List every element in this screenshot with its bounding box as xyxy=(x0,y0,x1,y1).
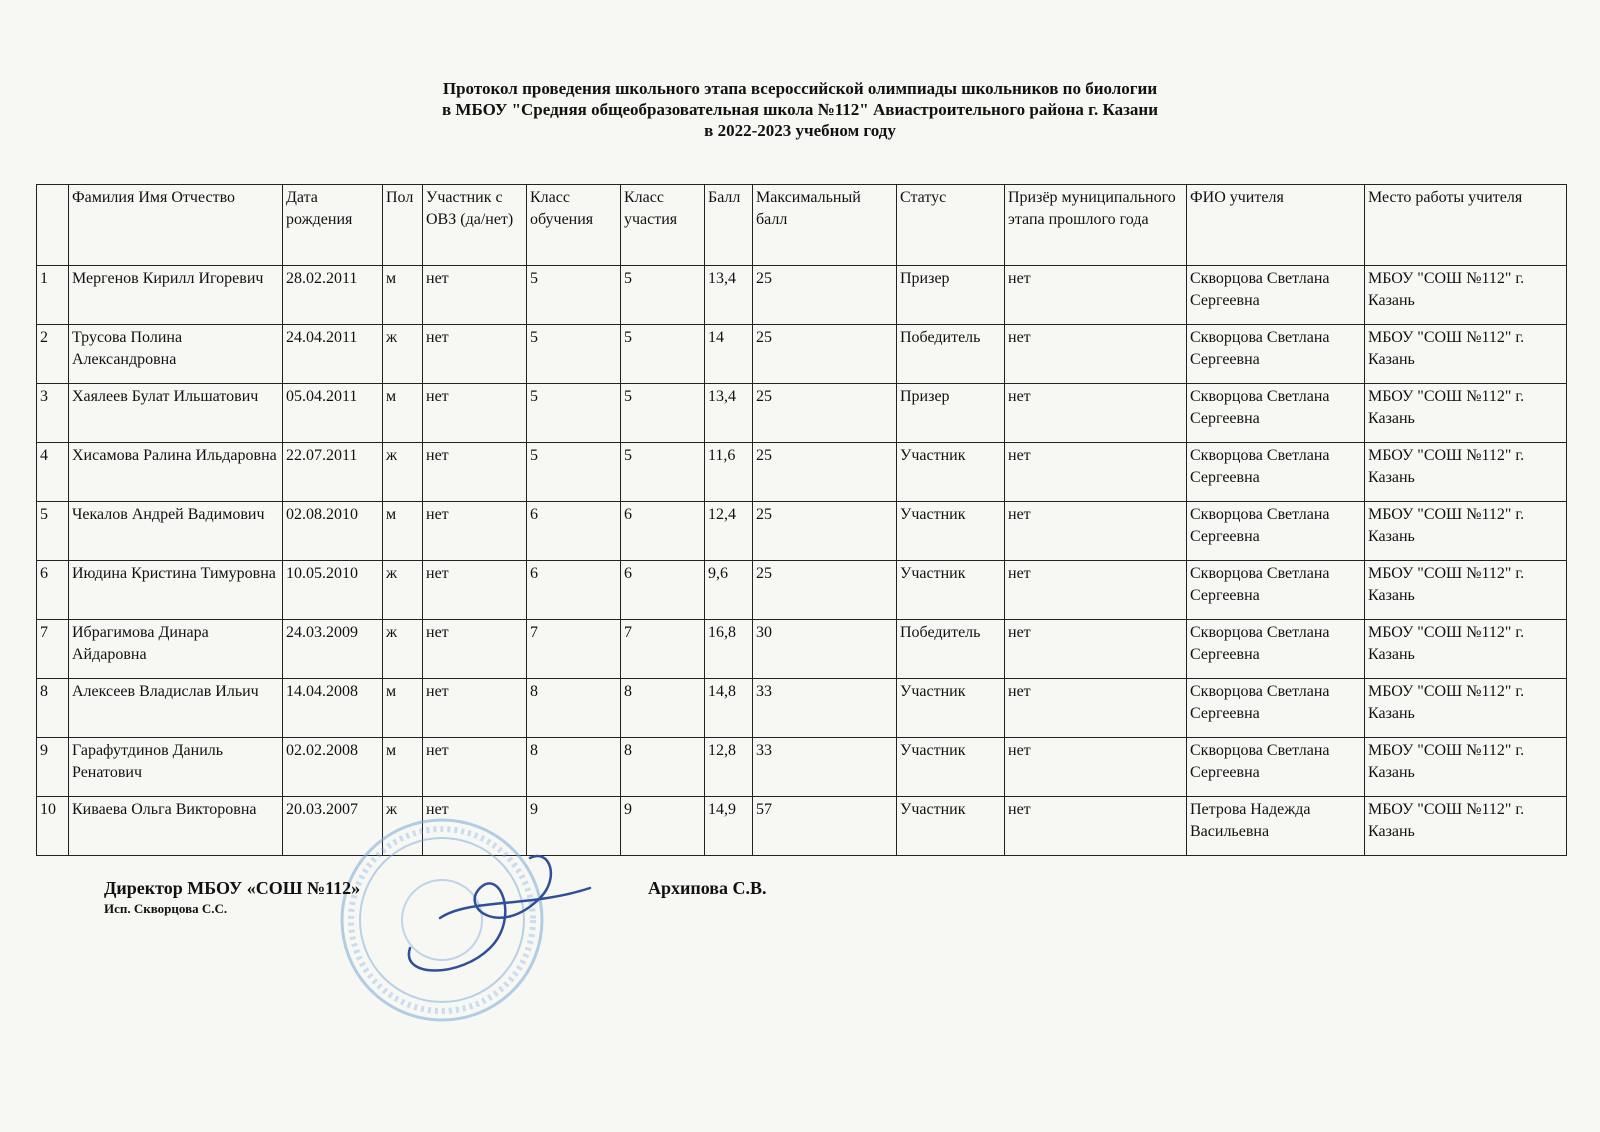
cell-teacher: Скворцова Светлана Сергеевна xyxy=(1187,325,1365,384)
cell-birth-date: 02.08.2010 xyxy=(283,502,383,561)
results-table xyxy=(36,184,1567,856)
cell-teacher: Скворцова Светлана Сергеевна xyxy=(1187,679,1365,738)
cell-teacher-workplace: МБОУ "СОШ №112" г. Казань xyxy=(1365,738,1567,797)
cell-score: 14,8 xyxy=(705,679,753,738)
cell-ovz: нет xyxy=(423,502,527,561)
cell-row-index: 1 xyxy=(37,266,69,325)
cell-participation-grade: 5 xyxy=(621,266,705,325)
cell-status: Участник xyxy=(897,502,1005,561)
cell-score: 9,6 xyxy=(705,561,753,620)
cell-ovz: нет xyxy=(423,443,527,502)
header-teacher-workplace: Место работы учителя xyxy=(1365,185,1567,266)
cell-ovz: нет xyxy=(423,797,527,856)
cell-participation-grade: 6 xyxy=(621,502,705,561)
cell-gender: м xyxy=(383,679,423,738)
cell-score: 12,4 xyxy=(705,502,753,561)
cell-gender: м xyxy=(383,502,423,561)
cell-participation-grade: 8 xyxy=(621,679,705,738)
cell-prev-prize: нет xyxy=(1005,266,1187,325)
table-row xyxy=(37,679,1567,738)
cell-gender: м xyxy=(383,738,423,797)
header-birth-date: Дата рождения xyxy=(283,185,383,266)
cell-ovz: нет xyxy=(423,561,527,620)
cell-participation-grade: 9 xyxy=(621,797,705,856)
cell-full-name: Гарафутдинов Даниль Ренатович xyxy=(69,738,283,797)
cell-teacher: Скворцова Светлана Сергеевна xyxy=(1187,384,1365,443)
cell-gender: ж xyxy=(383,620,423,679)
cell-study-grade: 5 xyxy=(527,266,621,325)
cell-row-index: 7 xyxy=(37,620,69,679)
cell-prev-prize: нет xyxy=(1005,679,1187,738)
cell-gender: ж xyxy=(383,561,423,620)
cell-gender: ж xyxy=(383,797,423,856)
cell-row-index: 2 xyxy=(37,325,69,384)
cell-teacher: Скворцова Светлана Сергеевна xyxy=(1187,620,1365,679)
cell-full-name: Июдина Кристина Тимуровна xyxy=(69,561,283,620)
cell-ovz: нет xyxy=(423,620,527,679)
cell-full-name: Трусова Полина Александровна xyxy=(69,325,283,384)
cell-teacher-workplace: МБОУ "СОШ №112" г. Казань xyxy=(1365,797,1567,856)
header-max-score: Максимальный балл xyxy=(753,185,897,266)
director-signature xyxy=(380,828,620,988)
cell-teacher-workplace: МБОУ "СОШ №112" г. Казань xyxy=(1365,443,1567,502)
cell-full-name: Чекалов Андрей Вадимович xyxy=(69,502,283,561)
cell-participation-grade: 5 xyxy=(621,443,705,502)
cell-prev-prize: нет xyxy=(1005,443,1187,502)
table-row xyxy=(37,738,1567,797)
header-teacher: ФИО учителя xyxy=(1187,185,1365,266)
cell-score: 12,8 xyxy=(705,738,753,797)
cell-participation-grade: 6 xyxy=(621,561,705,620)
cell-status: Участник xyxy=(897,443,1005,502)
cell-row-index: 9 xyxy=(37,738,69,797)
footer-left xyxy=(104,878,360,917)
cell-study-grade: 8 xyxy=(527,738,621,797)
cell-teacher: Скворцова Светлана Сергеевна xyxy=(1187,738,1365,797)
cell-study-grade: 6 xyxy=(527,561,621,620)
table-row xyxy=(37,266,1567,325)
cell-status: Призер xyxy=(897,384,1005,443)
title-line-3: в 2022-2023 учебном году xyxy=(704,121,896,140)
cell-prev-prize: нет xyxy=(1005,502,1187,561)
cell-row-index: 5 xyxy=(37,502,69,561)
cell-full-name: Мергенов Кирилл Игоревич xyxy=(69,266,283,325)
cell-max-score: 25 xyxy=(753,561,897,620)
cell-score: 14,9 xyxy=(705,797,753,856)
cell-participation-grade: 5 xyxy=(621,384,705,443)
cell-full-name: Киваева Ольга Викторовна xyxy=(69,797,283,856)
cell-row-index: 3 xyxy=(37,384,69,443)
cell-status: Участник xyxy=(897,561,1005,620)
table-row xyxy=(37,561,1567,620)
table-row xyxy=(37,325,1567,384)
cell-status: Призер xyxy=(897,266,1005,325)
cell-birth-date: 10.05.2010 xyxy=(283,561,383,620)
cell-birth-date: 02.02.2008 xyxy=(283,738,383,797)
table-row xyxy=(37,502,1567,561)
header-ovz: Участник с ОВЗ (да/нет) xyxy=(423,185,527,266)
cell-prev-prize: нет xyxy=(1005,561,1187,620)
cell-score: 16,8 xyxy=(705,620,753,679)
cell-study-grade: 8 xyxy=(527,679,621,738)
cell-row-index: 10 xyxy=(37,797,69,856)
title-line-2: в МБОУ "Средняя общеобразовательная школа №112" Авиастроительного района г. Казани xyxy=(441,100,1158,119)
table-row xyxy=(37,797,1567,856)
director-name: Архипова С.В. xyxy=(648,878,767,898)
header-score: Балл xyxy=(705,185,753,266)
cell-teacher-workplace: МБОУ "СОШ №112" г. Казань xyxy=(1365,561,1567,620)
cell-teacher-workplace: МБОУ "СОШ №112" г. Казань xyxy=(1365,679,1567,738)
cell-ovz: нет xyxy=(423,738,527,797)
cell-teacher: Скворцова Светлана Сергеевна xyxy=(1187,443,1365,502)
header-study-grade: Класс обучения xyxy=(527,185,621,266)
cell-gender: ж xyxy=(383,325,423,384)
cell-teacher-workplace: МБОУ "СОШ №112" г. Казань xyxy=(1365,325,1567,384)
cell-prev-prize: нет xyxy=(1005,738,1187,797)
cell-participation-grade: 8 xyxy=(621,738,705,797)
cell-study-grade: 7 xyxy=(527,620,621,679)
cell-ovz: нет xyxy=(423,679,527,738)
cell-status: Победитель xyxy=(897,620,1005,679)
cell-participation-grade: 5 xyxy=(621,325,705,384)
director-label: Директор МБОУ «СОШ №112» xyxy=(104,878,361,898)
cell-teacher: Скворцова Светлана Сергеевна xyxy=(1187,502,1365,561)
cell-row-index: 8 xyxy=(37,679,69,738)
cell-score: 13,4 xyxy=(705,266,753,325)
cell-birth-date: 22.07.2011 xyxy=(283,443,383,502)
cell-max-score: 33 xyxy=(753,738,897,797)
cell-gender: м xyxy=(383,266,423,325)
cell-max-score: 25 xyxy=(753,384,897,443)
table-row xyxy=(37,620,1567,679)
cell-birth-date: 05.04.2011 xyxy=(283,384,383,443)
cell-prev-prize: нет xyxy=(1005,620,1187,679)
cell-birth-date: 24.04.2011 xyxy=(283,325,383,384)
cell-full-name: Ибрагимова Динара Айдаровна xyxy=(69,620,283,679)
cell-full-name: Хисамова Ралина Ильдаровна xyxy=(69,443,283,502)
cell-gender: ж xyxy=(383,443,423,502)
header-status: Статус xyxy=(897,185,1005,266)
cell-full-name: Хаялеев Булат Ильшатович xyxy=(69,384,283,443)
cell-teacher-workplace: МБОУ "СОШ №112" г. Казань xyxy=(1365,502,1567,561)
header-index xyxy=(37,185,69,266)
cell-prev-prize: нет xyxy=(1005,325,1187,384)
cell-score: 13,4 xyxy=(705,384,753,443)
document-title xyxy=(0,78,1600,141)
cell-study-grade: 5 xyxy=(527,325,621,384)
cell-score: 11,6 xyxy=(705,443,753,502)
cell-status: Участник xyxy=(897,679,1005,738)
cell-full-name: Алексеев Владислав Ильич xyxy=(69,679,283,738)
title-line-1: Протокол проведения школьного этапа всероссийской олимпиады школьников по биологии xyxy=(442,79,1158,98)
cell-status: Участник xyxy=(897,797,1005,856)
cell-row-index: 6 xyxy=(37,561,69,620)
cell-teacher: Петрова Надежда Васильевна xyxy=(1187,797,1365,856)
cell-birth-date: 24.03.2009 xyxy=(283,620,383,679)
cell-max-score: 25 xyxy=(753,325,897,384)
executor-label: Исп. Скворцова С.С. xyxy=(104,901,228,916)
cell-teacher-workplace: МБОУ "СОШ №112" г. Казань xyxy=(1365,384,1567,443)
cell-participation-grade: 7 xyxy=(621,620,705,679)
cell-study-grade: 5 xyxy=(527,443,621,502)
cell-study-grade: 5 xyxy=(527,384,621,443)
cell-max-score: 57 xyxy=(753,797,897,856)
cell-study-grade: 6 xyxy=(527,502,621,561)
cell-status: Победитель xyxy=(897,325,1005,384)
cell-ovz: нет xyxy=(423,266,527,325)
cell-max-score: 30 xyxy=(753,620,897,679)
table-row xyxy=(37,443,1567,502)
cell-max-score: 33 xyxy=(753,679,897,738)
cell-birth-date: 20.03.2007 xyxy=(283,797,383,856)
cell-score: 14 xyxy=(705,325,753,384)
cell-prev-prize: нет xyxy=(1005,797,1187,856)
table-header-row xyxy=(37,185,1567,266)
header-full-name: Фамилия Имя Отчество xyxy=(69,185,283,266)
cell-gender: м xyxy=(383,384,423,443)
cell-teacher-workplace: МБОУ "СОШ №112" г. Казань xyxy=(1365,266,1567,325)
cell-status: Участник xyxy=(897,738,1005,797)
cell-prev-prize: нет xyxy=(1005,384,1187,443)
cell-teacher: Скворцова Светлана Сергеевна xyxy=(1187,266,1365,325)
cell-max-score: 25 xyxy=(753,266,897,325)
cell-max-score: 25 xyxy=(753,443,897,502)
cell-ovz: нет xyxy=(423,384,527,443)
cell-teacher: Скворцова Светлана Сергеевна xyxy=(1187,561,1365,620)
header-prev-prize: Призёр муниципального этапа прошлого года xyxy=(1005,185,1187,266)
header-participation-grade: Класс участия xyxy=(621,185,705,266)
cell-teacher-workplace: МБОУ "СОШ №112" г. Казань xyxy=(1365,620,1567,679)
cell-row-index: 4 xyxy=(37,443,69,502)
cell-study-grade: 9 xyxy=(527,797,621,856)
table-row xyxy=(37,384,1567,443)
cell-birth-date: 28.02.2011 xyxy=(283,266,383,325)
header-gender: Пол xyxy=(383,185,423,266)
cell-ovz: нет xyxy=(423,325,527,384)
cell-birth-date: 14.04.2008 xyxy=(283,679,383,738)
cell-max-score: 25 xyxy=(753,502,897,561)
